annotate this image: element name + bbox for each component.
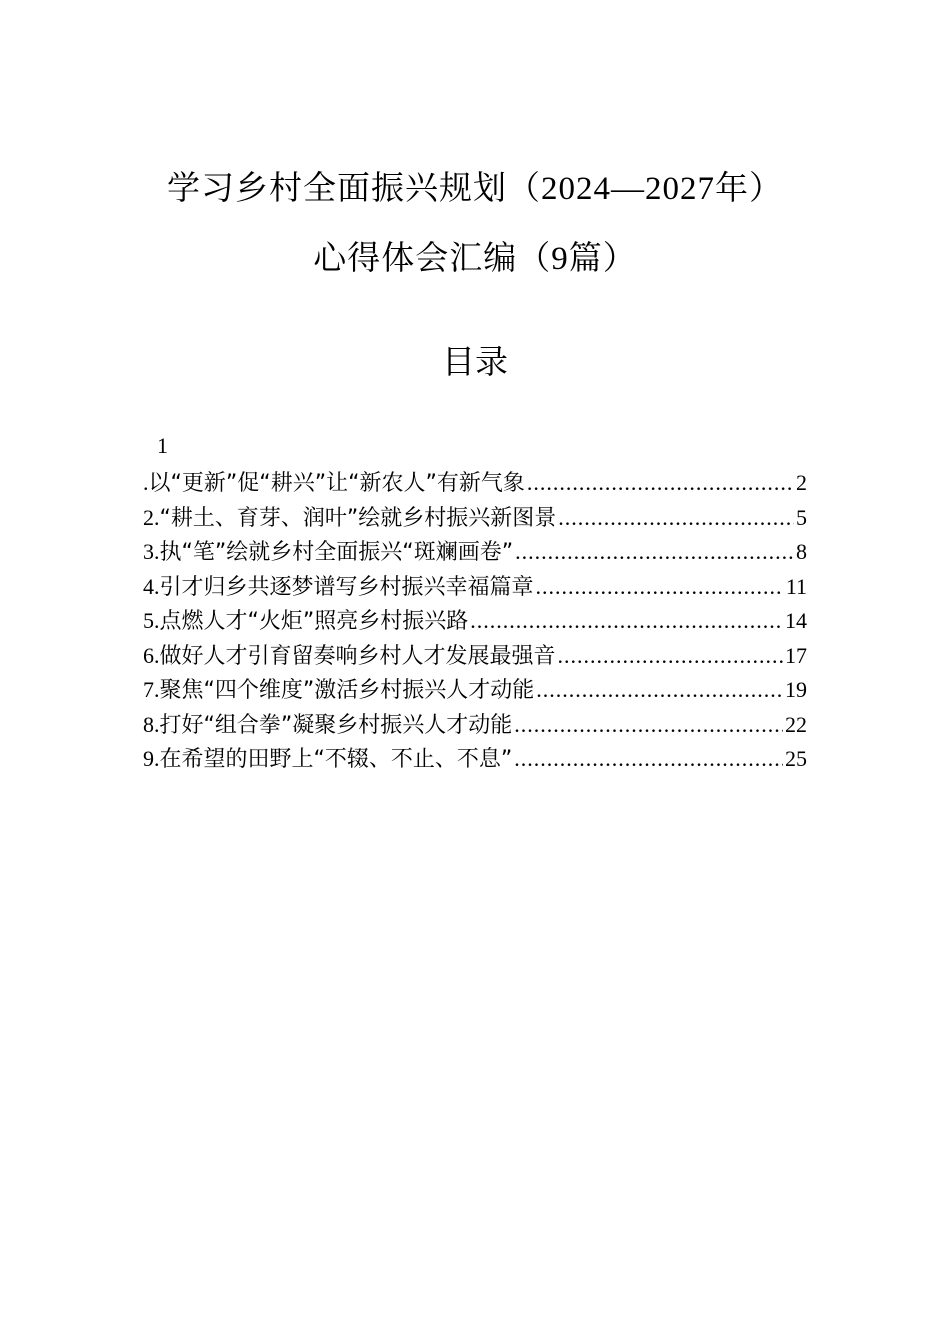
toc-entry-page: 5 — [796, 504, 807, 530]
toc-entry-number: 4. — [143, 573, 160, 599]
toc-entry-title: 在希望的田野上“不辍、不止、不息” — [159, 747, 513, 772]
toc-entry-page: 8 — [796, 539, 807, 564]
toc-entry-title: 点燃人才“火炬”照亮乡村振兴路 — [159, 609, 469, 634]
toc-entry-title: 执“笔”绘就乡村全面振兴“斑斓画卷” — [159, 540, 514, 565]
toc-entry-number: 9. — [143, 746, 160, 771]
toc-entry-title: 做好人才引育留奏响乡村人才发展最强音 — [159, 643, 556, 669]
toc-list — [143, 466, 807, 777]
toc-entry-page: 19 — [785, 677, 807, 702]
toc-entry-number: 5. — [143, 608, 160, 633]
toc-entry-title: 打好“组合拳”凝聚乡村振兴人才动能 — [159, 712, 513, 738]
toc-entry-title: 聚焦“四个维度”激活乡村振兴人才动能 — [159, 678, 535, 703]
toc-entry-title: 以“更新”促“耕兴”让“新农人”有新气象 — [148, 471, 525, 496]
toc-entry-3[interactable] — [143, 535, 807, 570]
toc-entry-number: . — [143, 470, 149, 495]
toc-entry-page: 17 — [785, 642, 807, 668]
toc-entry-page: 25 — [785, 746, 807, 771]
title-line-2-count: 9 — [551, 241, 569, 277]
title-line-2-text: 心得体会汇编（ — [313, 238, 552, 277]
toc-entry-number: 8. — [143, 711, 160, 737]
toc-entry-title: 引才归乡共逐梦谱写乡村振兴幸福篇章 — [159, 574, 534, 600]
title-line-1-years: 2024—2027 — [541, 171, 715, 207]
toc-entry-page: 2 — [796, 470, 807, 495]
toc-entry-number: 3. — [143, 539, 160, 564]
toc-entry-page: 11 — [785, 573, 807, 599]
toc-entry-2[interactable] — [143, 501, 807, 536]
toc-entry-4[interactable] — [143, 570, 807, 605]
document-title-line-1 — [0, 168, 950, 209]
toc-dot-leader — [536, 570, 784, 605]
toc-entry-8[interactable] — [143, 708, 807, 743]
toc-dot-leader — [536, 673, 783, 708]
toc-dot-leader — [515, 535, 794, 570]
toc-entry-9[interactable] — [143, 742, 807, 777]
toc-dot-leader — [558, 639, 783, 674]
toc-entry-1[interactable] — [143, 466, 807, 501]
toc-entry-5[interactable] — [143, 604, 807, 639]
title-line-2-suffix: 篇） — [568, 238, 637, 277]
toc-dot-leader — [527, 466, 794, 501]
toc-entry-6[interactable] — [143, 639, 807, 674]
toc-entry-number: 6. — [143, 642, 160, 668]
toc-dot-leader — [514, 742, 783, 777]
toc-dot-leader — [514, 708, 783, 743]
document-title-line-2 — [0, 238, 950, 279]
toc-entry-number: 2. — [143, 504, 160, 530]
toc-entry-page: 22 — [785, 711, 807, 737]
toc-stray-number: 1 — [157, 433, 168, 458]
toc-dot-leader — [470, 604, 783, 639]
toc-dot-leader — [558, 501, 794, 536]
toc-entry-page: 14 — [785, 608, 807, 633]
toc-heading: 目录 — [442, 342, 508, 381]
toc-entry-7[interactable] — [143, 673, 807, 708]
toc-entry-title: “耕土、育芽、润叶”绘就乡村振兴新图景 — [159, 505, 557, 531]
toc-entry-number: 7. — [143, 677, 160, 702]
title-line-1-suffix: 年） — [715, 168, 783, 207]
title-line-1-text: 学习乡村全面振兴规划（ — [167, 168, 541, 207]
